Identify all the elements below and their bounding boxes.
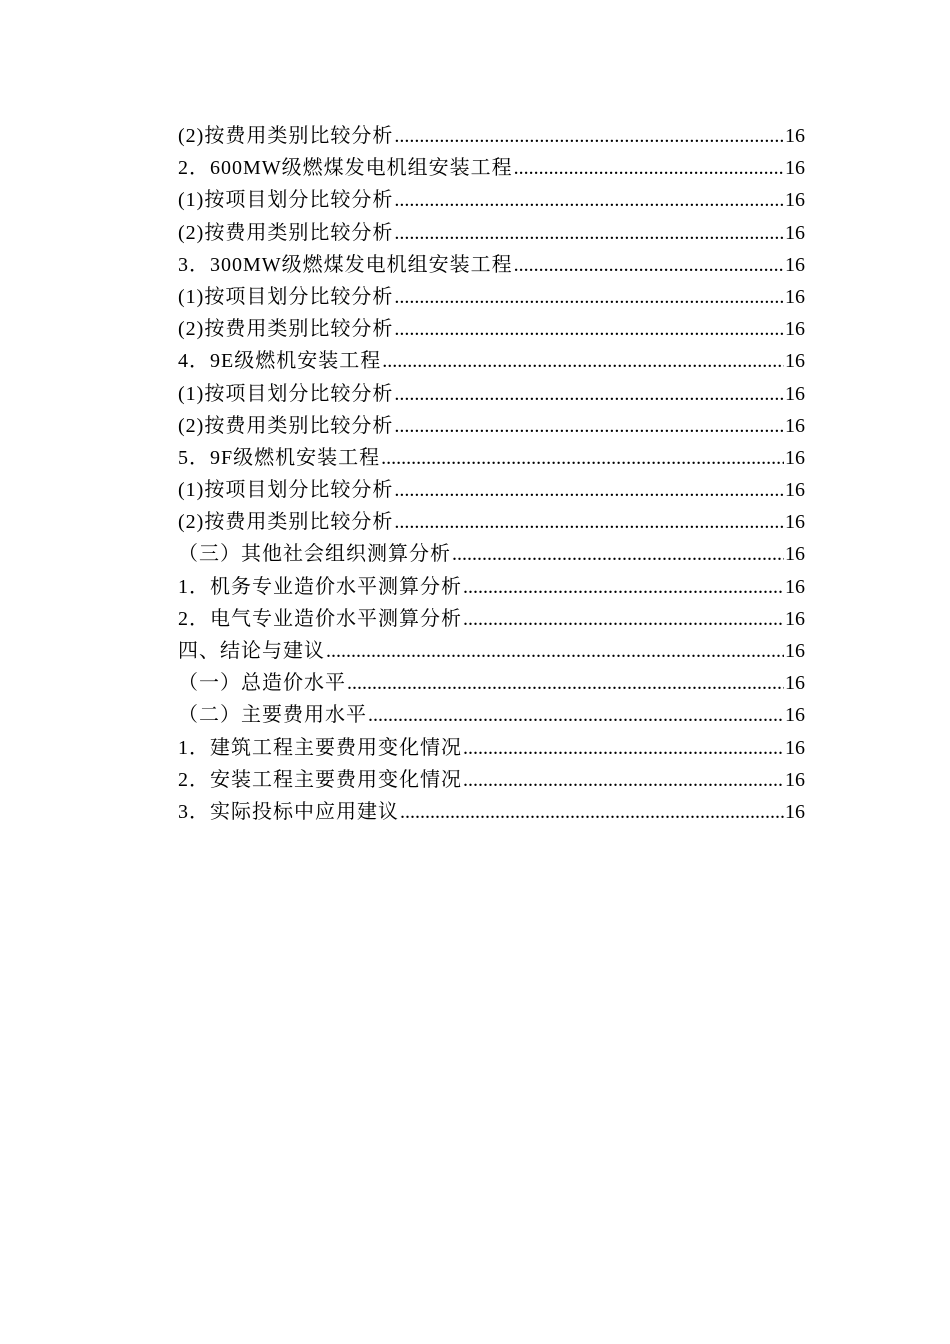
toc-entry-title: 2．600MW级燃煤发电机组安装工程 (178, 157, 513, 180)
toc-entry-title: (1)按项目划分比较分析 (178, 479, 394, 502)
toc-entry[interactable] (178, 313, 805, 345)
toc-dot-leader (394, 184, 784, 216)
toc-entry-title: 5．9F级燃机安装工程 (178, 446, 381, 469)
toc-entry-title: （一）总造价水平 (178, 672, 346, 695)
toc-entry-page: 16 (785, 189, 805, 212)
toc-entry-page: 16 (785, 382, 805, 405)
toc-entry-title: 3．实际投标中应用建议 (178, 800, 399, 823)
toc-dot-leader (394, 474, 784, 506)
toc-entry-title: 3．300MW级燃煤发电机组安装工程 (178, 253, 513, 276)
toc-entry-page: 16 (785, 221, 805, 244)
toc-dot-leader (394, 313, 784, 345)
toc-entry-title: (2)按费用类别比较分析 (178, 511, 394, 534)
toc-entry[interactable] (178, 184, 805, 216)
toc-dot-leader (463, 764, 784, 796)
toc-entry[interactable] (178, 120, 805, 152)
toc-entry-page: 16 (785, 285, 805, 308)
toc-entry-page: 16 (785, 414, 805, 437)
toc-dot-leader (394, 506, 784, 538)
toc-dot-leader (400, 796, 784, 828)
toc-entry-title: (1)按项目划分比较分析 (178, 382, 394, 405)
toc-dot-leader (394, 120, 784, 152)
toc-entry[interactable] (178, 699, 805, 731)
toc-dot-leader (463, 571, 784, 603)
toc-entry-page: 16 (785, 543, 805, 566)
toc-entry[interactable] (178, 345, 805, 377)
toc-entry-page: 16 (785, 446, 805, 469)
toc-entry-title: (1)按项目划分比较分析 (178, 189, 394, 212)
toc-entry[interactable] (178, 538, 805, 570)
toc-entry[interactable] (178, 378, 805, 410)
toc-entry-title: （三）其他社会组织测算分析 (178, 543, 451, 566)
toc-entry-title: 1．建筑工程主要费用变化情况 (178, 736, 462, 759)
toc-dot-leader (368, 699, 784, 731)
toc-entry-page: 16 (785, 736, 805, 759)
toc-entry[interactable] (178, 281, 805, 313)
toc-entry-page: 16 (785, 575, 805, 598)
toc-entry[interactable] (178, 249, 805, 281)
toc-dot-leader (382, 345, 784, 377)
toc-entry-title: 4．9E级燃机安装工程 (178, 350, 382, 373)
toc-entry[interactable] (178, 410, 805, 442)
toc-entry-page: 16 (785, 704, 805, 727)
toc-entry[interactable] (178, 506, 805, 538)
toc-entry-page: 16 (785, 157, 805, 180)
toc-dot-leader (394, 378, 784, 410)
toc-dot-leader (381, 442, 784, 474)
toc-entry[interactable] (178, 152, 805, 184)
toc-entry[interactable] (178, 603, 805, 635)
toc-entry-title: 2．安装工程主要费用变化情况 (178, 768, 462, 791)
toc-entry-title: （二）主要费用水平 (178, 704, 367, 727)
toc-dot-leader (452, 538, 784, 570)
toc-dot-leader (326, 635, 784, 667)
toc-entry[interactable] (178, 571, 805, 603)
toc-entry[interactable] (178, 217, 805, 249)
toc-entry-title: (2)按费用类别比较分析 (178, 318, 394, 341)
toc-entry-page: 16 (785, 800, 805, 823)
toc-entry[interactable] (178, 474, 805, 506)
toc-entry[interactable] (178, 635, 805, 667)
toc-entry-page: 16 (785, 253, 805, 276)
toc-entry-page: 16 (785, 125, 805, 147)
toc-entry-page: 16 (785, 640, 805, 662)
table-of-contents (178, 120, 805, 828)
toc-entry[interactable] (178, 764, 805, 796)
toc-entry-page: 16 (785, 672, 805, 695)
toc-entry-title: 2．电气专业造价水平测算分析 (178, 607, 462, 630)
toc-entry-page: 16 (785, 350, 805, 373)
toc-entry-page: 16 (785, 318, 805, 341)
toc-dot-leader (514, 249, 784, 281)
toc-entry[interactable] (178, 442, 805, 474)
toc-entry-page: 16 (785, 768, 805, 791)
toc-dot-leader (347, 667, 784, 699)
toc-dot-leader (514, 152, 784, 184)
toc-entry[interactable] (178, 732, 805, 764)
toc-entry[interactable] (178, 667, 805, 699)
toc-entry-page: 16 (785, 479, 805, 502)
toc-entry-title: 1．机务专业造价水平测算分析 (178, 575, 462, 598)
toc-entry-title: 四、结论与建议 (178, 640, 325, 662)
toc-dot-leader (463, 603, 784, 635)
toc-entry-title: (2)按费用类别比较分析 (178, 221, 394, 244)
toc-entry-title: (1)按项目划分比较分析 (178, 285, 394, 308)
toc-dot-leader (394, 281, 784, 313)
toc-entry-page: 16 (785, 607, 805, 630)
toc-entry-page: 16 (785, 511, 805, 534)
toc-dot-leader (394, 410, 784, 442)
toc-entry-title: (2)按费用类别比较分析 (178, 125, 394, 147)
toc-dot-leader (394, 217, 784, 249)
toc-entry-title: (2)按费用类别比较分析 (178, 414, 394, 437)
toc-entry[interactable] (178, 796, 805, 828)
toc-dot-leader (463, 732, 784, 764)
